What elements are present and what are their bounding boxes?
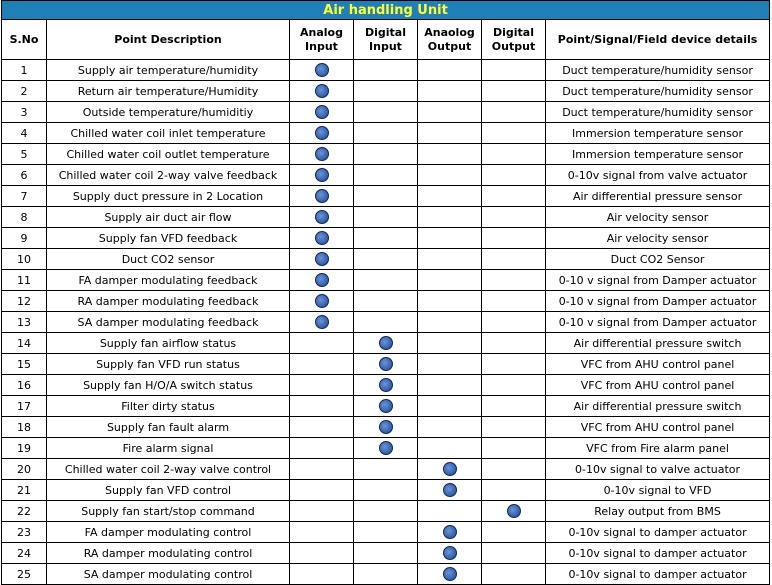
row-cell-do: [482, 312, 546, 333]
row-cell-di: [354, 102, 418, 123]
row-device-details: 0-10v signal to damper actuator: [546, 564, 770, 585]
table-row: [2, 102, 770, 123]
row-cell-do: [482, 102, 546, 123]
row-point-description: SA damper modulating feedback: [47, 312, 290, 333]
row-point-description: Chilled water coil 2-way valve control: [47, 459, 290, 480]
row-point-description: Chilled water coil 2-way valve feedback: [47, 165, 290, 186]
filled-circle-icon: [443, 567, 457, 581]
row-cell-ai: [290, 102, 354, 123]
filled-circle-icon: [315, 126, 329, 140]
row-sno: 18: [2, 417, 47, 438]
row-cell-ao: [418, 333, 482, 354]
row-cell-ao: [418, 291, 482, 312]
col-header-digital-input: Digital Input: [354, 20, 418, 60]
row-sno: 15: [2, 354, 47, 375]
row-cell-do: [482, 186, 546, 207]
row-sno: 13: [2, 312, 47, 333]
row-cell-ao: [418, 123, 482, 144]
filled-circle-icon: [443, 462, 457, 476]
row-cell-di: [354, 480, 418, 501]
row-device-details: VFC from AHU control panel: [546, 354, 770, 375]
row-device-details: Relay output from BMS: [546, 501, 770, 522]
row-cell-ai: [290, 144, 354, 165]
row-cell-di: [354, 249, 418, 270]
row-cell-ai: [290, 459, 354, 480]
row-device-details: Duct temperature/humidity sensor: [546, 60, 770, 81]
row-cell-ai: [290, 270, 354, 291]
row-sno: 14: [2, 333, 47, 354]
row-sno: 21: [2, 480, 47, 501]
row-point-description: Filter dirty status: [47, 396, 290, 417]
table-row: [2, 459, 770, 480]
row-sno: 9: [2, 228, 47, 249]
col-header-analog-input: Analog Input: [290, 20, 354, 60]
row-point-description: RA damper modulating control: [47, 543, 290, 564]
row-sno: 23: [2, 522, 47, 543]
row-cell-do: [482, 522, 546, 543]
filled-circle-icon: [379, 378, 393, 392]
filled-circle-icon: [443, 525, 457, 539]
row-point-description: Supply fan fault alarm: [47, 417, 290, 438]
row-cell-ao: [418, 228, 482, 249]
row-cell-di: [354, 564, 418, 585]
row-cell-ao: [418, 81, 482, 102]
row-cell-do: [482, 144, 546, 165]
row-sno: 11: [2, 270, 47, 291]
row-point-description: Return air temperature/Humidity: [47, 81, 290, 102]
row-device-details: Duct CO2 Sensor: [546, 249, 770, 270]
table-row: [2, 501, 770, 522]
row-sno: 10: [2, 249, 47, 270]
row-device-details: 0-10 v signal from Damper actuator: [546, 270, 770, 291]
table-row: [2, 144, 770, 165]
row-cell-ai: [290, 375, 354, 396]
row-cell-ai: [290, 291, 354, 312]
row-device-details: 0-10 v signal from Damper actuator: [546, 312, 770, 333]
row-point-description: Supply fan start/stop command: [47, 501, 290, 522]
filled-circle-icon: [315, 210, 329, 224]
row-point-description: Fire alarm signal: [47, 438, 290, 459]
table-body: [2, 60, 770, 585]
row-cell-ao: [418, 354, 482, 375]
row-cell-ao: [418, 396, 482, 417]
row-sno: 19: [2, 438, 47, 459]
table-title: Air handling Unit: [2, 1, 770, 20]
row-cell-ai: [290, 186, 354, 207]
io-point-schedule: [1, 0, 770, 585]
row-point-description: Duct CO2 sensor: [47, 249, 290, 270]
row-sno: 22: [2, 501, 47, 522]
row-point-description: Outside temperature/humiditiy: [47, 102, 290, 123]
row-cell-do: [482, 354, 546, 375]
row-cell-ao: [418, 522, 482, 543]
table-row: [2, 165, 770, 186]
table-row: [2, 81, 770, 102]
row-device-details: 0-10v signal to damper actuator: [546, 543, 770, 564]
row-cell-ao: [418, 165, 482, 186]
header-row: [2, 20, 770, 60]
row-cell-do: [482, 249, 546, 270]
row-cell-ai: [290, 228, 354, 249]
row-cell-ai: [290, 207, 354, 228]
row-point-description: Supply air temperature/humidity: [47, 60, 290, 81]
row-cell-di: [354, 291, 418, 312]
row-cell-do: [482, 543, 546, 564]
row-cell-ai: [290, 333, 354, 354]
table-row: [2, 480, 770, 501]
table-row: [2, 354, 770, 375]
filled-circle-icon: [507, 504, 521, 518]
row-device-details: Immersion temperature sensor: [546, 144, 770, 165]
row-cell-ai: [290, 60, 354, 81]
row-cell-di: [354, 375, 418, 396]
filled-circle-icon: [315, 105, 329, 119]
col-header-analog-output: Anaolog Output: [418, 20, 482, 60]
row-cell-do: [482, 270, 546, 291]
row-cell-di: [354, 459, 418, 480]
row-cell-di: [354, 522, 418, 543]
col-header-digital-output: Digital Output: [482, 20, 546, 60]
filled-circle-icon: [443, 483, 457, 497]
row-cell-ao: [418, 270, 482, 291]
row-cell-ao: [418, 417, 482, 438]
table-row: [2, 417, 770, 438]
row-device-details: 0-10v signal from valve actuator: [546, 165, 770, 186]
row-sno: 2: [2, 81, 47, 102]
row-cell-di: [354, 417, 418, 438]
filled-circle-icon: [315, 252, 329, 266]
row-cell-ai: [290, 438, 354, 459]
row-cell-do: [482, 228, 546, 249]
row-device-details: Air velocity sensor: [546, 207, 770, 228]
row-sno: 6: [2, 165, 47, 186]
filled-circle-icon: [379, 336, 393, 350]
row-cell-ao: [418, 501, 482, 522]
row-cell-ao: [418, 480, 482, 501]
row-point-description: SA damper modulating control: [47, 564, 290, 585]
row-cell-ai: [290, 417, 354, 438]
row-cell-ai: [290, 543, 354, 564]
row-cell-do: [482, 291, 546, 312]
row-cell-do: [482, 165, 546, 186]
row-cell-ai: [290, 165, 354, 186]
row-cell-ai: [290, 480, 354, 501]
filled-circle-icon: [379, 357, 393, 371]
row-point-description: FA damper modulating feedback: [47, 270, 290, 291]
row-point-description: Supply air duct air flow: [47, 207, 290, 228]
row-cell-do: [482, 81, 546, 102]
row-device-details: Duct temperature/humidity sensor: [546, 102, 770, 123]
row-sno: 20: [2, 459, 47, 480]
row-cell-do: [482, 333, 546, 354]
row-cell-do: [482, 459, 546, 480]
row-cell-ao: [418, 60, 482, 81]
row-device-details: Duct temperature/humidity sensor: [546, 81, 770, 102]
row-cell-ao: [418, 312, 482, 333]
row-device-details: VFC from AHU control panel: [546, 417, 770, 438]
filled-circle-icon: [315, 63, 329, 77]
row-device-details: Air differential pressure switch: [546, 333, 770, 354]
row-cell-do: [482, 60, 546, 81]
row-cell-di: [354, 396, 418, 417]
table-row: [2, 396, 770, 417]
row-cell-ai: [290, 312, 354, 333]
table-row: [2, 564, 770, 585]
table-row: [2, 207, 770, 228]
row-point-description: FA damper modulating control: [47, 522, 290, 543]
filled-circle-icon: [315, 168, 329, 182]
row-point-description: Supply fan H/O/A switch status: [47, 375, 290, 396]
filled-circle-icon: [443, 546, 457, 560]
row-cell-ai: [290, 501, 354, 522]
row-cell-do: [482, 480, 546, 501]
row-cell-di: [354, 501, 418, 522]
io-table: [1, 0, 770, 585]
row-device-details: 0-10 v signal from Damper actuator: [546, 291, 770, 312]
row-cell-ao: [418, 144, 482, 165]
table-row: [2, 312, 770, 333]
row-cell-do: [482, 396, 546, 417]
row-cell-di: [354, 186, 418, 207]
row-sno: 1: [2, 60, 47, 81]
row-point-description: Supply fan VFD run status: [47, 354, 290, 375]
filled-circle-icon: [315, 294, 329, 308]
row-cell-ao: [418, 102, 482, 123]
row-device-details: 0-10v signal to damper actuator: [546, 522, 770, 543]
row-device-details: VFC from Fire alarm panel: [546, 438, 770, 459]
table-row: [2, 438, 770, 459]
row-device-details: Air velocity sensor: [546, 228, 770, 249]
row-cell-di: [354, 144, 418, 165]
row-sno: 25: [2, 564, 47, 585]
row-cell-ao: [418, 459, 482, 480]
row-cell-ai: [290, 396, 354, 417]
filled-circle-icon: [379, 441, 393, 455]
row-cell-ai: [290, 354, 354, 375]
row-point-description: Chilled water coil inlet temperature: [47, 123, 290, 144]
filled-circle-icon: [379, 420, 393, 434]
row-point-description: Supply duct pressure in 2 Location: [47, 186, 290, 207]
row-sno: 17: [2, 396, 47, 417]
row-sno: 4: [2, 123, 47, 144]
filled-circle-icon: [315, 273, 329, 287]
table-row: [2, 60, 770, 81]
table-row: [2, 543, 770, 564]
row-cell-ao: [418, 249, 482, 270]
row-cell-di: [354, 123, 418, 144]
row-point-description: Supply fan airflow status: [47, 333, 290, 354]
row-device-details: VFC from AHU control panel: [546, 375, 770, 396]
row-cell-di: [354, 333, 418, 354]
row-cell-do: [482, 564, 546, 585]
row-cell-ai: [290, 249, 354, 270]
table-row: [2, 375, 770, 396]
row-cell-do: [482, 501, 546, 522]
row-cell-di: [354, 543, 418, 564]
row-cell-di: [354, 81, 418, 102]
row-cell-ao: [418, 543, 482, 564]
row-cell-di: [354, 354, 418, 375]
table-row: [2, 249, 770, 270]
row-cell-ao: [418, 438, 482, 459]
row-device-details: Air differential pressure sensor: [546, 186, 770, 207]
table-row: [2, 522, 770, 543]
row-device-details: Air differential pressure switch: [546, 396, 770, 417]
row-point-description: Supply fan VFD feedback: [47, 228, 290, 249]
table-row: [2, 228, 770, 249]
row-sno: 16: [2, 375, 47, 396]
row-cell-ao: [418, 375, 482, 396]
row-cell-ao: [418, 207, 482, 228]
table-row: [2, 333, 770, 354]
filled-circle-icon: [315, 147, 329, 161]
row-cell-do: [482, 207, 546, 228]
row-sno: 24: [2, 543, 47, 564]
row-cell-ai: [290, 522, 354, 543]
table-row: [2, 186, 770, 207]
row-sno: 7: [2, 186, 47, 207]
filled-circle-icon: [315, 189, 329, 203]
row-cell-di: [354, 207, 418, 228]
col-header-sno: S.No: [2, 20, 47, 60]
row-cell-di: [354, 312, 418, 333]
table-row: [2, 123, 770, 144]
row-sno: 3: [2, 102, 47, 123]
row-cell-do: [482, 123, 546, 144]
table-row: [2, 291, 770, 312]
row-device-details: 0-10v signal to valve actuator: [546, 459, 770, 480]
row-point-description: RA damper modulating feedback: [47, 291, 290, 312]
row-cell-di: [354, 60, 418, 81]
row-sno: 8: [2, 207, 47, 228]
filled-circle-icon: [315, 84, 329, 98]
row-cell-ao: [418, 186, 482, 207]
col-header-details: Point/Signal/Field device details: [546, 20, 770, 60]
filled-circle-icon: [379, 399, 393, 413]
table-row: [2, 270, 770, 291]
row-cell-do: [482, 438, 546, 459]
row-sno: 12: [2, 291, 47, 312]
row-cell-di: [354, 228, 418, 249]
row-device-details: Immersion temperature sensor: [546, 123, 770, 144]
row-sno: 5: [2, 144, 47, 165]
row-cell-ao: [418, 564, 482, 585]
row-cell-do: [482, 375, 546, 396]
row-cell-ai: [290, 123, 354, 144]
row-cell-di: [354, 438, 418, 459]
row-point-description: Chilled water coil outlet temperature: [47, 144, 290, 165]
filled-circle-icon: [315, 231, 329, 245]
filled-circle-icon: [315, 315, 329, 329]
col-header-description: Point Description: [47, 20, 290, 60]
row-cell-di: [354, 270, 418, 291]
row-cell-di: [354, 165, 418, 186]
row-point-description: Supply fan VFD control: [47, 480, 290, 501]
row-cell-ai: [290, 81, 354, 102]
row-device-details: 0-10v signal to VFD: [546, 480, 770, 501]
row-cell-do: [482, 417, 546, 438]
row-cell-ai: [290, 564, 354, 585]
